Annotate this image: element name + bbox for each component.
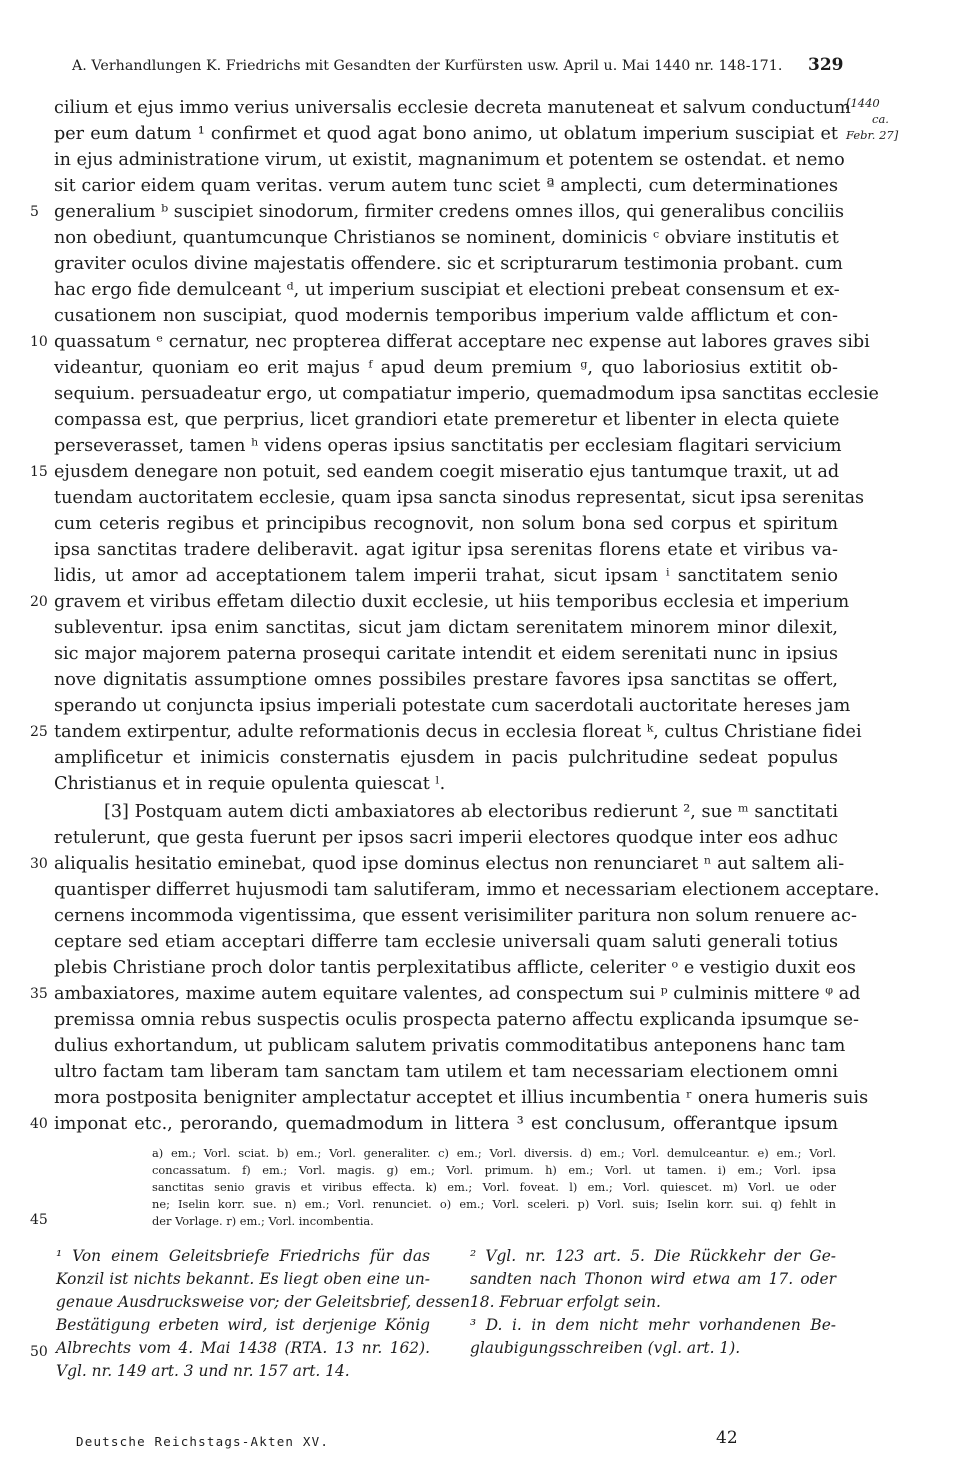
body-line: nove dignitatis assumptione omnes possibiles prestare favores ipsa sanctitas se offert, (54, 670, 838, 690)
body-line: premissa omnia rebus suspectis oculis prospecta paterno affectu explicanda ipsumque se- (54, 1010, 859, 1030)
body-line: videantur, quoniam eo erit majus ᶠ apud deum premium ᵍ, quo laboriosius extitit ob- (54, 358, 838, 378)
body-line: gravem et viribus effetam dilectio duxit ecclesie, ut hiis temporibus ecclesia et imperium (54, 592, 850, 612)
footnote-line: ² Vgl. nr. 123 art. 5. Die Rückkehr der Ge- (470, 1247, 836, 1265)
body-line: sequium. persuadeatur ergo, ut compatiatur imperio, quemadmodum ipsa sanctitas ecclesie (54, 384, 879, 404)
footnote-line: ³ D. i. in dem nicht mehr vorhandenen Be- (470, 1316, 836, 1334)
line-number: 20 (30, 594, 48, 610)
line-number: 15 (30, 464, 48, 480)
body-line: tuendam auctoritatem ecclesie, quam ipsa sancta sinodus representat, sicut ipsa serenitas (54, 488, 865, 508)
apparatus-line: concassatum. f) em.; Vorl. magis. g) em.; Vorl. primum. h) em.; Vorl. ut tamen. i) em.; Vorl. ipsa (152, 1163, 836, 1177)
footnote-line: Albrechts vom 4. Mai 1438 (RTA. 13 nr. 162). (56, 1339, 430, 1357)
body-line: lidis, ut amor ad acceptationem talem imperii trahat, sicut ipsam ⁱ sanctitatem senio (54, 566, 838, 586)
margin-note-circa: ca. (872, 112, 889, 126)
footnote-line: 18. Februar erfolgt sein. (470, 1293, 661, 1311)
apparatus-line: der Vorlage. r) em.; Vorl. incombentia. (152, 1214, 374, 1228)
line-number: 25 (30, 724, 48, 740)
line-number: 45 (30, 1212, 48, 1228)
body-line: hac ergo fide demulceant ᵈ, ut imperium suscipiat et electioni prebeat consensum et ex- (54, 280, 840, 300)
footnote-line: sandten nach Thonon wird etwa am 17. oder (470, 1270, 836, 1288)
body-line: cilium et ejus immo verius universalis ecclesie decreta manuteneat et salvum conductum (54, 98, 851, 118)
body-line: imponat etc., perorando, quemadmodum in littera ³ est conclusum, offerantque ipsum (54, 1114, 838, 1134)
body-line: tandem extirpentur, adulte reformationis decus in ecclesia floreat ᵏ, cultus Christiane fidei (54, 722, 862, 742)
body-line: cernens incommoda vigentissima, que essent verisimiliter paritura non solum renuere ac- (54, 906, 857, 926)
running-title: A. Verhandlungen K. Friedrichs mit Gesandten der Kurfürsten usw. April u. Mai 1440 nr. 148-171. (72, 58, 783, 74)
body-line: sit carior eidem quam veritas. verum autem tunc sciet ª amplecti, cum determinationes (54, 176, 838, 196)
line-number: 35 (30, 986, 48, 1002)
body-line: non obediunt, quantumcunque Christianos se nominent, dominicis ᶜ obviare institutis et (54, 228, 839, 248)
footnote-line: Bestätigung erbeten wird, ist derjenige König (56, 1316, 430, 1334)
body-line: Christianus et in requie opulenta quiescat ˡ. (54, 774, 446, 794)
body-line: cum ceteris regibus et principibus recognovit, non solum bona sed corpus et spiritum (54, 514, 838, 534)
line-number: 30 (30, 856, 48, 872)
body-line: graviter oculos divine majestatis offendere. sic et scripturarum testimonia probant. cum (54, 254, 843, 274)
margin-note-date: Febr. 27] (846, 128, 899, 142)
series-title: Deutsche Reichstags-Akten XV. (76, 1434, 330, 1449)
body-line: retulerunt, que gesta fuerunt per ipsos sacri imperii electores quodque inter eos adhuc (54, 828, 838, 848)
body-line: ambaxiatores, maxime autem equitare valentes, ad conspectum sui ᵖ culminis mittere ᵠ ad (54, 984, 861, 1004)
body-line: quassatum ᵉ cernatur, nec propterea differat acceptare nec expense aut labores graves sibi (54, 332, 870, 352)
line-number: 40 (30, 1116, 48, 1132)
body-line: ejusdem denegare non potuit, sed eandem coegit miseratio ejus tantumque traxit, ut ad (54, 462, 840, 482)
body-line: mora postposita benigniter amplectatur acceptet et illius incumbentia ʳ onera humeris suis (54, 1088, 869, 1108)
line-number: 50 (30, 1344, 48, 1360)
body-line: plebis Christiane proch dolor tantis perplexitatibus afflicte, celeriter ᵒ e vestigio duxit eos (54, 958, 856, 978)
line-number: 10 (30, 334, 48, 350)
margin-note-year: [1440 (846, 96, 880, 110)
body-line: ceptare sed etiam acceptari differre tam ecclesie universali quam saluti generali totius (54, 932, 838, 952)
footnote-line: genaue Ausdrucksweise vor; der Geleitsbrief, dessen (56, 1293, 470, 1311)
body-line: quantisper differret hujusmodi tam salutiferam, immo et necessariam electionem acceptare. (54, 880, 880, 900)
body-line: sperando ut conjuncta ipsius imperiali potestate cum sacerdotali auctoritate hereses jam (54, 696, 851, 716)
body-line: generalium ᵇ suscipiet sinodorum, firmiter credens omnes illos, qui generalibus conciliis (54, 202, 845, 222)
body-line: aliqualis hesitatio eminebat, quod ipse dominus electus non renunciaret ⁿ aut saltem ali- (54, 854, 845, 874)
body-line: per eum datum ¹ confirmet et quod agat bono animo, ut oblatum imperium suscipiat et (54, 124, 838, 144)
apparatus-line: a) em.; Vorl. sciat. b) em.; Vorl. generaliter. c) em.; Vorl. diversis. d) em.; Vorl. demulceantur. e) em.; Vorl. (152, 1146, 836, 1160)
body-line: [3] Postquam autem dicti ambaxiatores ab electoribus redierunt ², sue ᵐ sanctitati (104, 802, 838, 822)
body-line: cusationem non suscipiat, quod modernis temporibus imperium valde afflictum et con- (54, 306, 838, 326)
footnote-line: Vgl. nr. 149 art. 3 und nr. 157 art. 14. (56, 1362, 350, 1380)
body-line: perseverasset, tamen ʰ videns operas ipsius sanctitatis per ecclesiam flagitari servicium (54, 436, 842, 456)
body-line: sic major majorem paterna prosequi caritate intendit et eidem serenitati nunc in ipsius (54, 644, 838, 664)
footnote-line: glaubigungsschreiben (vgl. art. 1). (470, 1339, 741, 1357)
page-number: 329 (808, 55, 844, 75)
apparatus-line: sanctitas senio gravis et viribus effecta. k) em.; Vorl. foveat. l) em.; Vorl. quiescet. m) Vorl. ue oder (152, 1180, 836, 1194)
footnote-line: ¹ Von einem Geleitsbriefe Friedrichs für das (56, 1247, 430, 1265)
body-line: dulius exhortandum, ut publicam salutem privatis commoditatibus anteponens hanc tam (54, 1036, 846, 1056)
footnote-line: Konzil ist nichts bekannt. Es liegt oben eine un- (56, 1270, 430, 1288)
body-line: subleventur. ipsa enim sanctitas, sicut jam dictam serenitatem minorem minor dilexit, (54, 618, 838, 638)
sheet-number: 42 (716, 1428, 738, 1448)
body-line: ipsa sanctitas tradere deliberavit. agat igitur ipsa serenitas florens etate et viribus va- (54, 540, 838, 560)
apparatus-line: ne; Iselin korr. sue. n) em.; Vorl. renunciet. o) em.; Vorl. sceleri. p) Vorl. suis; Iselin korr. sui. q) fehlt in (152, 1197, 836, 1211)
body-line: compassa est, que perprius, licet grandiori etate premeretur et libenter in electa quiete (54, 410, 840, 430)
body-line: ultro factam tam liberam tam sanctam tam utilem et tam necessariam electionem omni (54, 1062, 838, 1082)
body-line: in ejus administratione virum, ut existit, magnanimum et potentem se ostendat. et nemo (54, 150, 845, 170)
line-number: 5 (30, 204, 39, 220)
body-line: amplificetur et inimicis consternatis ejusdem in pacis pulchritudine sedeat populus (54, 748, 838, 768)
